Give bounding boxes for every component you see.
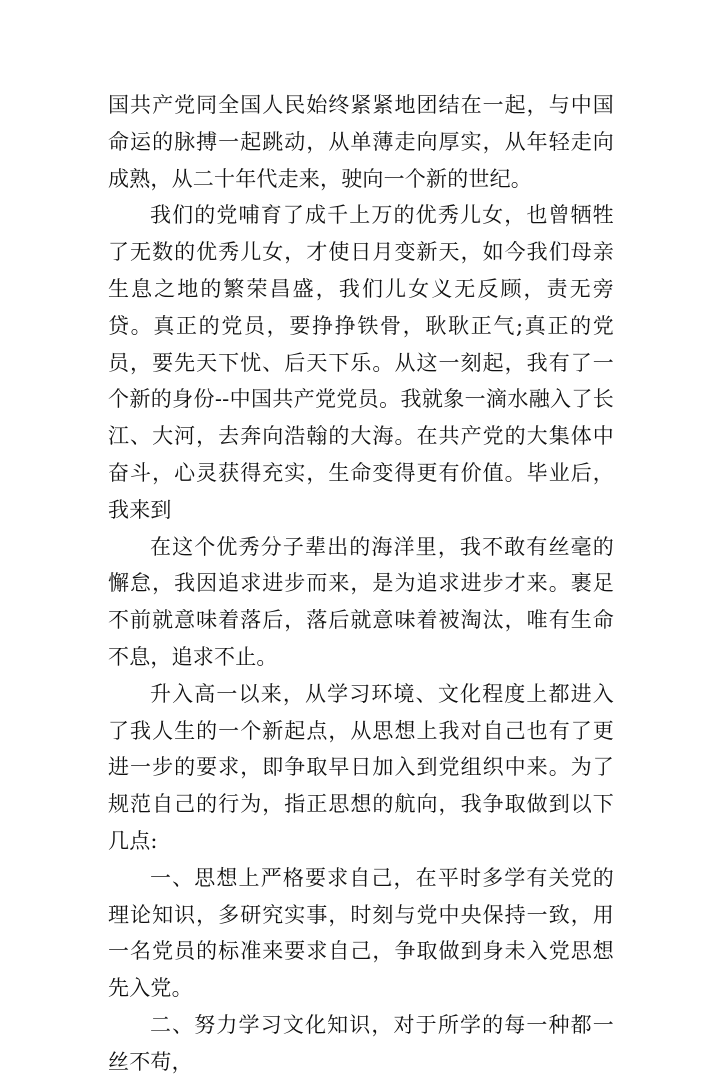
document-body [108, 87, 614, 1081]
paragraph-2: 我们的党哺育了成千上万的优秀儿女，也曾牺牲了无数的优秀儿女，才使日月变新天，如今我们母亲生息之地的繁荣昌盛，我们儿女义无反顾，责无旁贷。真正的党员，要挣挣铁骨，耿耿正气;真正的党员，要先天下忧、后天下乐。从这一刻起，我有了一个新的身份--中国共产党党员。我就象一滴水融入了长江、大河，去奔向浩翰的大海。在共产党的大集体中奋斗，心灵获得充实，生命变得更有价值。毕业后，我来到 [108, 203, 614, 522]
paragraph-6: 二、努力学习文化知识，对于所学的每一种都一丝不苟， [108, 1012, 614, 1074]
paragraph-4: 升入高一以来，从学习环境、文化程度上都进入了我人生的一个新起点，从思想上我对自己也有了更进一步的要求，即争取早日加入到党组织中来。为了规范自己的行为，指正思想的航向，我争取做到以下几点: [108, 681, 614, 853]
paragraph-3: 在这个优秀分子辈出的海洋里，我不敢有丝毫的懈怠，我因追求进步而来，是为追求进步才来。裹足不前就意味着落后，落后就意味着被淘汰，唯有生命不息，追求不止。 [108, 534, 614, 669]
paragraph-1: 国共产党同全国人民始终紧紧地团结在一起，与中国命运的脉搏一起跳动，从单薄走向厚实，从年轻走向成熟，从二十年代走来，驶向一个新的世纪。 [108, 93, 614, 191]
paragraph-5: 一、思想上严格要求自己，在平时多学有关党的理论知识，多研究实事，时刻与党中央保持一致，用一名党员的标准来要求自己，争取做到身未入党思想先入党。 [108, 865, 614, 1001]
